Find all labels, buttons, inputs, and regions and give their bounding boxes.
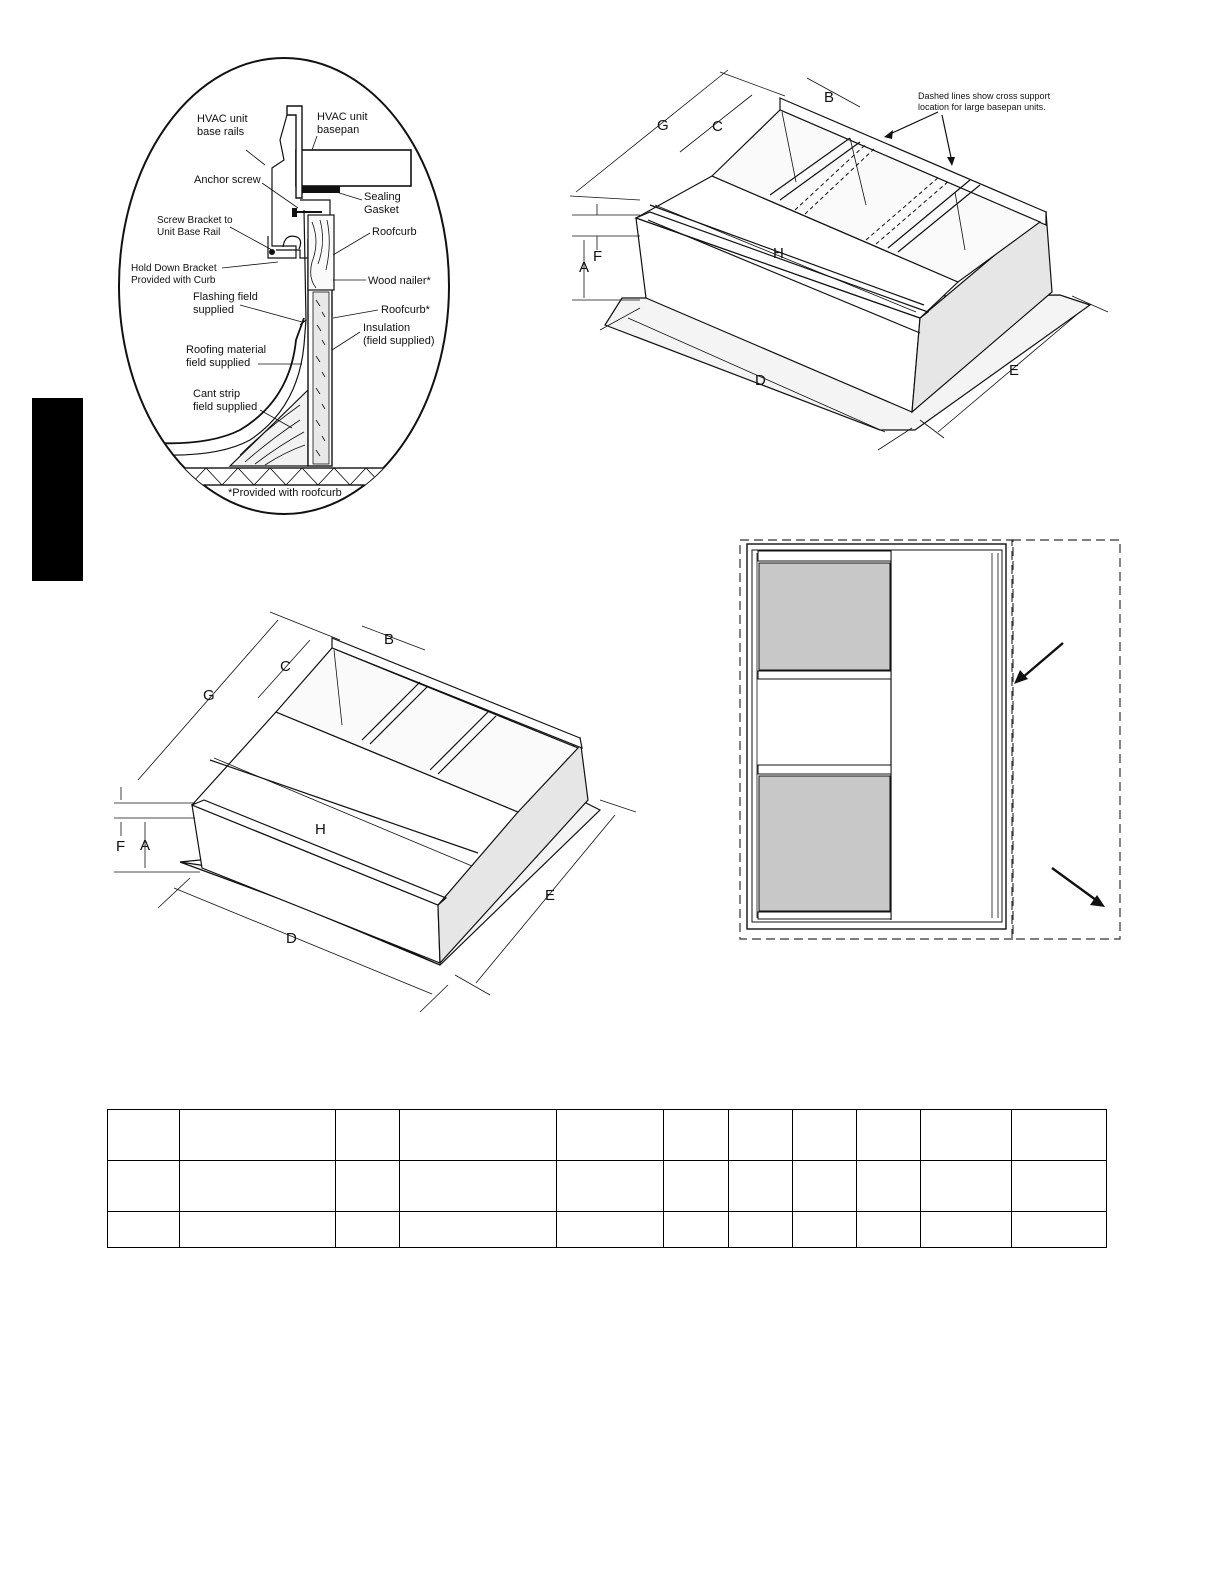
label-roofcurb-star: Roofcurb* [381, 304, 430, 316]
roofcurb-large-iso [570, 70, 1108, 450]
label-roofing-material-2: field supplied [186, 357, 251, 369]
label-cross-support-note-2: location for large basepan units. [918, 102, 1046, 112]
dim-e-large: E [1009, 362, 1020, 379]
dim-d-small: D [286, 930, 297, 947]
table-cell [664, 1110, 729, 1161]
table-cell [557, 1110, 664, 1161]
label-screw-bracket-1: Screw Bracket to [157, 215, 233, 226]
label-cross-support-note-1: Dashed lines show cross support [918, 91, 1051, 101]
table-cell [729, 1212, 793, 1248]
table-cell [729, 1161, 793, 1212]
table-row [108, 1212, 1107, 1248]
label-insulation-1: Insulation [363, 322, 411, 334]
table-cell [921, 1161, 1012, 1212]
table-cell [400, 1212, 557, 1248]
label-hold-down-2: Provided with Curb [131, 275, 216, 286]
table-cell [1012, 1110, 1107, 1161]
dim-b-large: B [824, 89, 835, 106]
table-row [108, 1161, 1107, 1212]
roofcurb-detail [110, 58, 460, 514]
table-cell [108, 1110, 180, 1161]
table-cell [921, 1110, 1012, 1161]
table-row [108, 1110, 1107, 1161]
table-cell [336, 1110, 400, 1161]
dim-d-large: D [755, 372, 766, 389]
dim-h-large: H [773, 245, 784, 262]
label-hvac-base-rails-2: base rails [197, 126, 245, 138]
table-cell [664, 1161, 729, 1212]
table-cell [857, 1212, 921, 1248]
dim-g-large: G [657, 117, 669, 134]
dim-f-small: F [116, 838, 126, 855]
dimensions-table [107, 1109, 1107, 1248]
label-flashing-1: Flashing field [193, 291, 258, 303]
label-flashing-2: supplied [193, 304, 234, 316]
label-footnote: *Provided with roofcurb [228, 487, 342, 499]
label-sealing-gasket-2: Gasket [364, 204, 399, 216]
table-cell [180, 1161, 336, 1212]
dim-f-large: F [593, 248, 603, 265]
curb-plan-view [740, 540, 1120, 939]
table-cell [857, 1161, 921, 1212]
table-cell [664, 1212, 729, 1248]
label-screw-bracket-2: Unit Base Rail [157, 227, 221, 238]
table-cell [336, 1212, 400, 1248]
label-wood-nailer: Wood nailer* [368, 275, 431, 287]
table-cell [857, 1110, 921, 1161]
label-cant-strip-1: Cant strip [193, 388, 241, 400]
label-insulation-2: (field supplied) [363, 335, 435, 347]
table-cell [921, 1212, 1012, 1248]
table-cell [108, 1212, 180, 1248]
table-cell [400, 1161, 557, 1212]
table-cell [108, 1161, 180, 1212]
dim-b-small: B [384, 631, 395, 648]
table-cell [557, 1212, 664, 1248]
table-cell [400, 1110, 557, 1161]
label-roofing-material-1: Roofing material [186, 344, 267, 356]
table-cell [180, 1110, 336, 1161]
label-sealing-gasket-1: Sealing [364, 191, 401, 203]
table-cell [336, 1161, 400, 1212]
dim-c-small: C [280, 658, 291, 675]
label-anchor-screw: Anchor screw [194, 174, 261, 186]
table-cell [1012, 1212, 1107, 1248]
dim-a-large: A [579, 259, 590, 276]
dim-c-large: C [712, 118, 723, 135]
label-roofcurb-top: Roofcurb [372, 226, 417, 238]
label-hvac-basepan-2: basepan [317, 124, 360, 136]
table-cell [793, 1161, 857, 1212]
label-hvac-base-rails-1: HVAC unit [197, 113, 248, 125]
table-cell [729, 1110, 793, 1161]
roofcurb-small-iso [114, 612, 636, 1012]
table-cell [793, 1212, 857, 1248]
table-cell [557, 1161, 664, 1212]
label-hvac-basepan-1: HVAC unit [317, 111, 368, 123]
dim-h-small: H [315, 821, 326, 838]
table-cell [793, 1110, 857, 1161]
label-cant-strip-2: field supplied [193, 401, 258, 413]
dim-a-small: A [140, 837, 151, 854]
table-cell [1012, 1161, 1107, 1212]
table-cell [180, 1212, 336, 1248]
label-hold-down-1: Hold Down Bracket [131, 263, 217, 274]
dim-g-small: G [203, 687, 215, 704]
dim-e-small: E [545, 887, 556, 904]
